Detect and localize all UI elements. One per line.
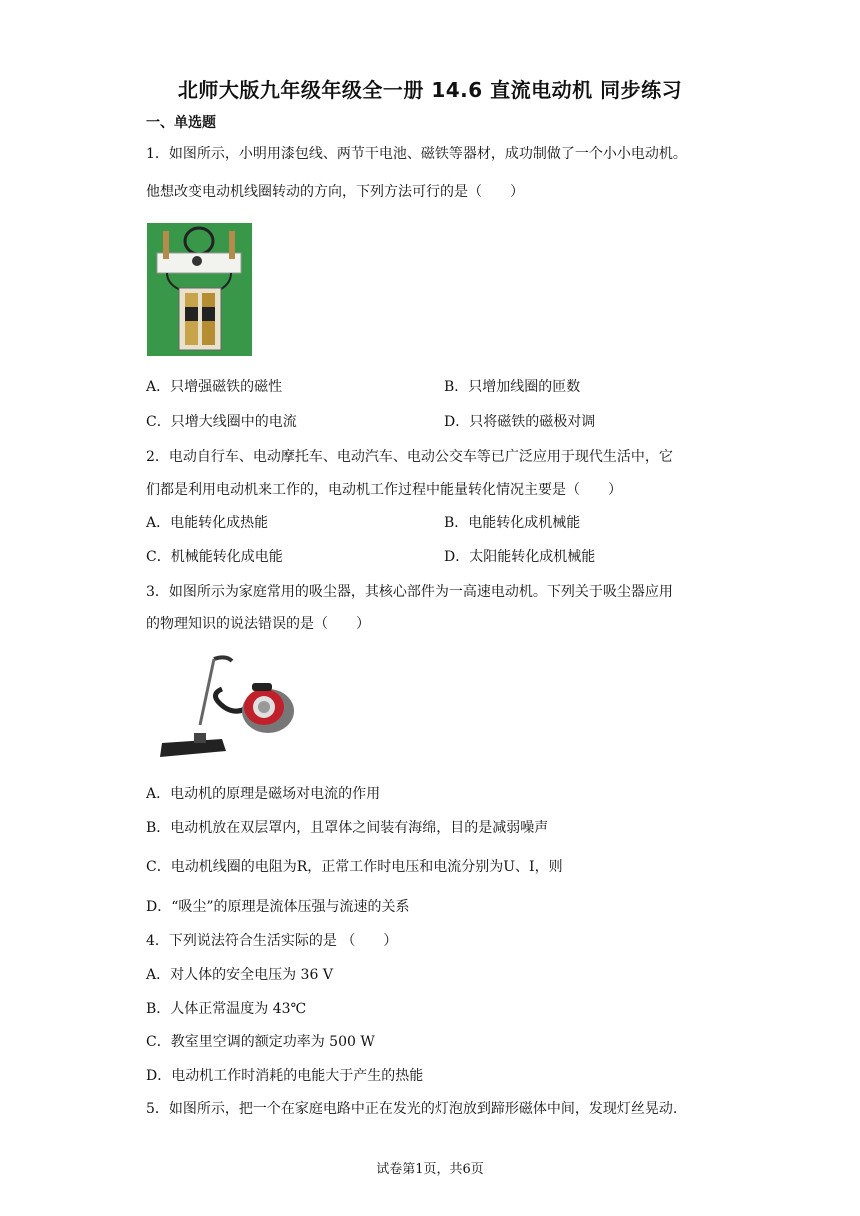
question-1-option-d: D．只将磁铁的磁极对调 <box>444 414 596 430</box>
question-3-option-c: C．电动机线圈的电阻为R，正常工作时电压和电流分别为U、I，则 <box>146 859 563 875</box>
question-2-option-d: D．太阳能转化成机械能 <box>444 549 596 565</box>
question-3-option-d: D．“吸尘”的原理是流体压强与流速的关系 <box>146 899 410 915</box>
question-1-option-a: A．只增强磁铁的磁性 <box>146 379 283 395</box>
question-1-option-c: C．只增大线圈中的电流 <box>146 414 297 430</box>
question-4-option-c: C．教室里空调的额定功率为 500 W <box>146 1034 375 1050</box>
question-3-option-b: B．电动机放在双层罩内，且罩体之间装有海绵，目的是减弱噪声 <box>146 820 549 836</box>
question-3-line-1: 3．如图所示为家庭常用的吸尘器，其核心部件为一高速电动机。下列关于吸尘器应用 <box>146 584 673 600</box>
page-title: 北师大版九年级年级全一册 14.6 直流电动机 同步练习 <box>177 78 683 102</box>
question-2-option-c: C．机械能转化成电能 <box>146 549 283 565</box>
question-4-option-b: B．人体正常温度为 43℃ <box>146 1001 307 1017</box>
vacuum-cleaner-photo <box>156 655 298 767</box>
question-3-line-2: 的物理知识的说法错误的是（ ） <box>146 616 370 632</box>
question-4-line-1: 4．下列说法符合生活实际的是 （ ） <box>146 933 398 949</box>
question-2-line-2: 们都是利用电动机来工作的，电动机工作过程中能量转化情况主要是（ ） <box>146 482 622 498</box>
question-4-option-d: D．电动机工作时消耗的电能大于产生的热能 <box>146 1068 424 1084</box>
section-heading: 一、单选题 <box>146 115 216 131</box>
question-2-option-b: B．电能转化成机械能 <box>444 515 581 531</box>
motor-photo <box>147 223 252 356</box>
question-2-option-a: A．电能转化成热能 <box>146 515 269 531</box>
question-4-option-a: A．对人体的安全电压为 36 V <box>146 967 333 983</box>
question-1-line-1: 1．如图所示，小明用漆包线、两节干电池、磁铁等器材，成功制做了一个小小电动机。 <box>146 146 687 162</box>
question-3-option-a: A．电动机的原理是磁场对电流的作用 <box>146 786 381 802</box>
question-2-line-1: 2．电动自行车、电动摩托车、电动汽车、电动公交车等已广泛应用于现代生活中，它 <box>146 449 673 465</box>
page-footer: 试卷第1页，共6页 <box>376 1162 484 1177</box>
question-1-option-b: B．只增加线圈的匝数 <box>444 379 581 395</box>
question-5-line-1: 5．如图所示，把一个在家庭电路中正在发光的灯泡放到蹄形磁体中间，发现灯丝晃动. <box>146 1101 678 1117</box>
question-1-line-2: 他想改变电动机线圈转动的方向，下列方法可行的是（ ） <box>146 184 524 200</box>
